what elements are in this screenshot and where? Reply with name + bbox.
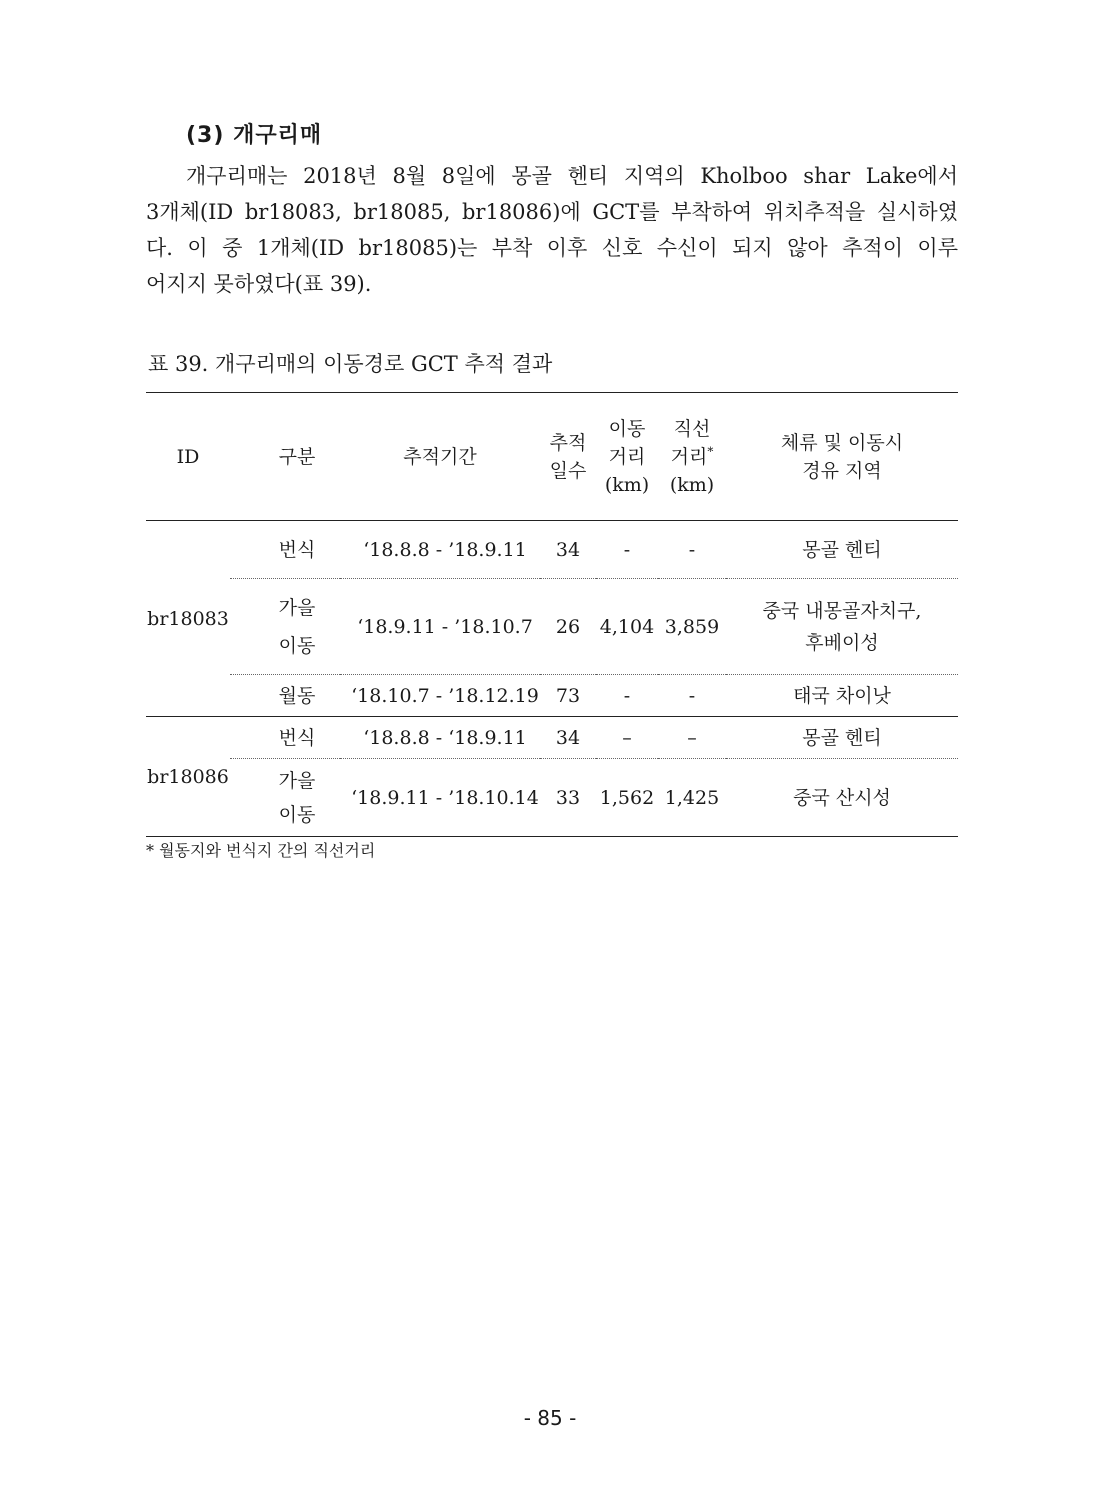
row-kind-line1: 가을 — [278, 596, 316, 619]
page-number: - 85 - — [523, 1406, 577, 1430]
row-days: 34 — [540, 717, 596, 759]
row-period: ‘18.8.8 - ’18.9.11 — [340, 521, 540, 579]
header-straight-line1: 직선 — [673, 417, 711, 440]
body-paragraph — [146, 158, 958, 302]
table-caption: 표 39. 개구리매의 이동경로 GCT 추적 결과 — [148, 352, 553, 376]
row-period: ‘18.9.11 - ’18.10.7 — [340, 579, 540, 675]
row-days: 33 — [540, 759, 596, 837]
header-straight-text: 거리 — [670, 445, 708, 468]
row-region: 중국 산시성 — [726, 759, 958, 837]
row-region: 몽골 헨티 — [726, 521, 958, 579]
row-kind-line1: 가을 — [278, 769, 316, 792]
paragraph-line: 개구리매는 2018년 8월 8일에 몽골 헨티 지역의 Kholboo shar Lake에서 — [186, 164, 958, 188]
row-straight: 1,425 — [658, 759, 726, 837]
row-straight: – — [658, 717, 726, 759]
paragraph-line: 다. 이 중 1개체(ID br18085)는 부착 이후 신호 수신이 되지 않아 추적이 이루 — [146, 236, 958, 260]
row-kind — [230, 759, 340, 837]
paragraph-line: 어지지 못하였다(표 39). — [146, 272, 372, 296]
header-distance-unit: (km) — [604, 473, 650, 496]
row-straight: - — [658, 675, 726, 717]
row-days: 34 — [540, 521, 596, 579]
table-header-row — [146, 393, 958, 521]
row-region: 몽골 헨티 — [726, 717, 958, 759]
row-distance: 1,562 — [596, 759, 658, 837]
header-distance — [596, 393, 658, 521]
header-distance-line2: 거리 — [608, 445, 646, 468]
table-row — [146, 521, 958, 579]
paragraph-line: 3개체(ID br18083, br18085, br18086)에 GCT를 부착하여 위치추적을 실시하였 — [146, 200, 958, 224]
row-distance: - — [596, 521, 658, 579]
row-straight: 3,859 — [658, 579, 726, 675]
table-row — [146, 717, 958, 759]
table-row — [146, 579, 958, 675]
table-footnote: * 월동지와 번식지 간의 직선거리 — [146, 841, 376, 860]
tracking-table — [146, 392, 958, 837]
row-period: ‘18.8.8 - ‘18.9.11 — [340, 717, 540, 759]
header-straight-distance — [658, 393, 726, 521]
table-row — [146, 675, 958, 717]
row-id: br18083 — [146, 521, 230, 717]
row-region-line2: 후베이성 — [805, 631, 879, 654]
header-region-line2: 경유 지역 — [802, 459, 882, 482]
row-days: 26 — [540, 579, 596, 675]
row-region: 태국 차이낫 — [726, 675, 958, 717]
header-days-line1: 추적 — [549, 431, 587, 454]
row-id: br18086 — [146, 717, 230, 837]
row-region-line1: 중국 내몽골자치구, — [762, 599, 922, 622]
footnote-marker: * — [707, 444, 714, 459]
row-days: 73 — [540, 675, 596, 717]
table-row — [146, 759, 958, 837]
row-kind: 번식 — [230, 717, 340, 759]
section-heading: (3) 개구리매 — [186, 123, 323, 148]
header-period: 추적기간 — [340, 393, 540, 521]
header-id: ID — [146, 393, 230, 521]
header-region-line1: 체류 및 이동시 — [780, 431, 904, 454]
row-region — [726, 579, 958, 675]
header-region — [726, 393, 958, 521]
header-kind: 구분 — [230, 393, 340, 521]
row-distance: – — [596, 717, 658, 759]
row-straight: - — [658, 521, 726, 579]
header-distance-line1: 이동 — [608, 417, 646, 440]
row-distance: 4,104 — [596, 579, 658, 675]
row-distance: - — [596, 675, 658, 717]
header-days — [540, 393, 596, 521]
row-kind-line2: 이동 — [278, 803, 316, 826]
row-kind: 번식 — [230, 521, 340, 579]
header-straight-unit: (km) — [669, 473, 715, 496]
header-days-line2: 일수 — [549, 459, 587, 482]
row-period: ‘18.10.7 - ’18.12.19 — [340, 675, 540, 717]
header-straight-line2 — [658, 443, 726, 471]
row-kind: 월동 — [230, 675, 340, 717]
row-period: ‘18.9.11 - ’18.10.14 — [340, 759, 540, 837]
row-kind — [230, 579, 340, 675]
row-kind-line2: 이동 — [278, 634, 316, 657]
